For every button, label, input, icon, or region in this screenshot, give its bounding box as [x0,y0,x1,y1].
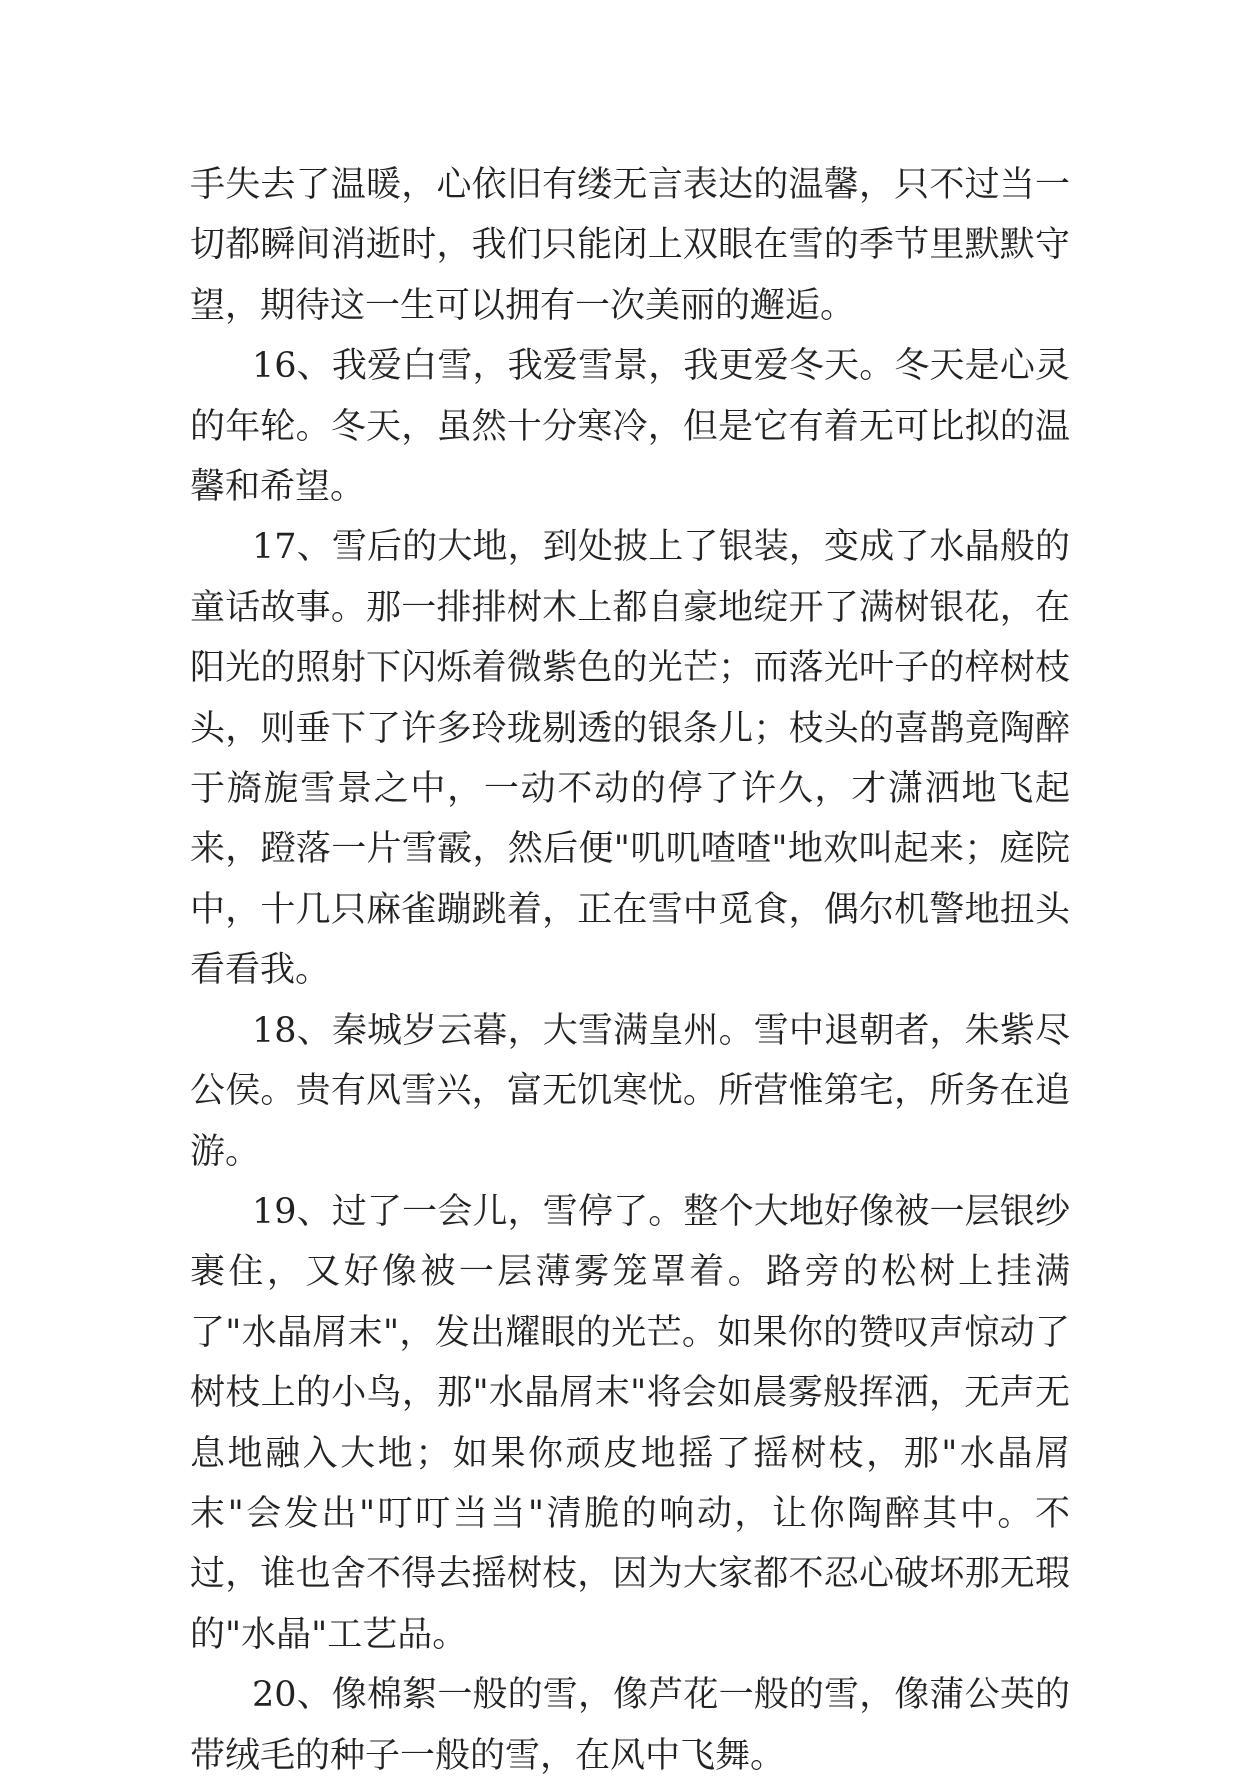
paragraph-19: 19、过了一会儿，雪停了。整个大地好像被一层银纱裹住，又好像被一层薄雾笼罩着。路旁的松树上挂满了"水晶屑末"，发出耀眼的光芒。如果你的赞叹声惊动了树枝上的小鸟，那"水晶屑末"将会如晨雾般挥洒，无声无息地融入大地；如果你顽皮地摇了摇树枝，那"水晶屑末"会发出"叮叮当当"清脆的响动，让你陶醉其中。不过，谁也舍不得去摇树枝，因为大家都不忍心破坏那无瑕的"水晶"工艺品。 [190,1191,1070,1655]
paragraph-15-continued: 手失去了温暖，心依旧有缕无言表达的温馨，只不过当一切都瞬间消逝时，我们只能闭上双眼在雪的季节里默默守望，期待这一生可以拥有一次美丽的邂逅。 [190,165,1070,326]
paragraph-17: 17、雪后的大地，到处披上了银装，变成了水晶般的童话故事。那一排排树木上都自豪地绽开了满树银花，在阳光的照射下闪烁着微紫色的光芒；而落光叶子的梓树枝头，则垂下了许多玲珑剔透的银条儿；枝头的喜鹊竟陶醉于旖旎雪景之中，一动不动的停了许久，才潇洒地飞起来，蹬落一片雪霰，然后便"叽叽喳喳"地欢叫起来；庭院中，十几只麻雀蹦跳着，正在雪中觅食，偶尔机警地扭头看看我。 [190,527,1070,991]
paragraph-18: 18、秦城岁云暮，大雪满皇州。雪中退朝者，朱紫尽公侯。贵有风雪兴，富无饥寒忧。所营惟第宅，所务在追游。 [190,1010,1070,1172]
paragraph-20: 20、像棉絮一般的雪，像芦花一般的雪，像蒲公英的带绒毛的种子一般的雪，在风中飞舞。 [190,1675,1070,1776]
document-body [190,155,1070,1786]
paragraph-16: 16、我爱白雪，我爱雪景，我更爱冬天。冬天是心灵的年轮。冬天，虽然十分寒冷，但是它有着无可比拟的温馨和希望。 [190,346,1070,508]
